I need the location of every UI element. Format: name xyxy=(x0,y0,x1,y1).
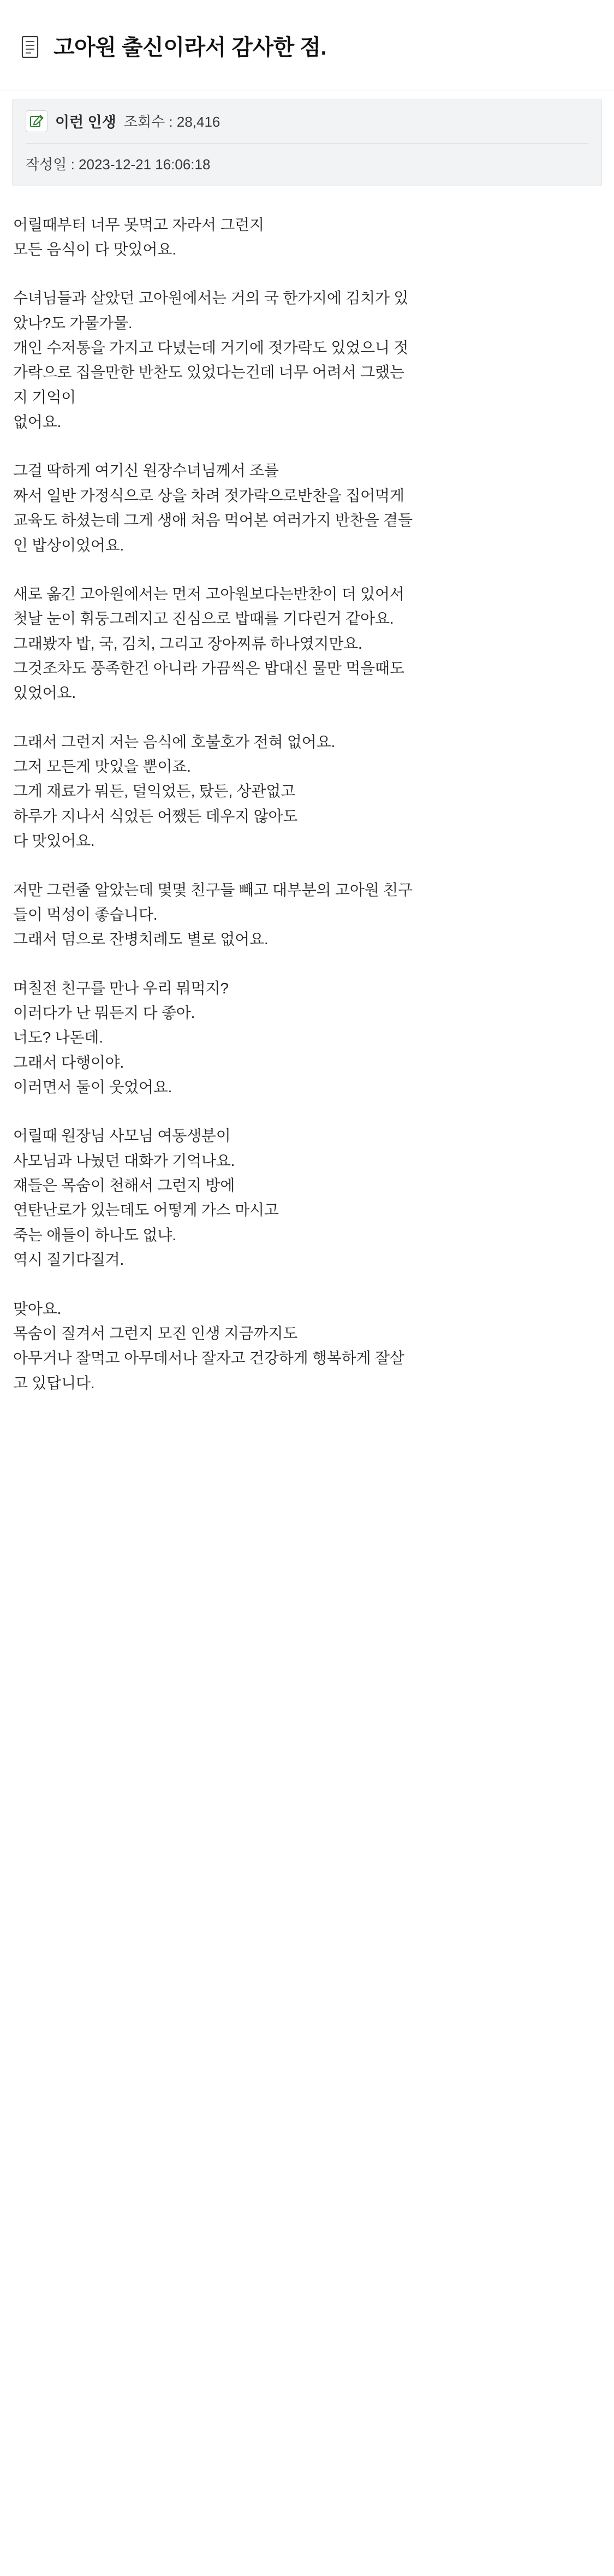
title-row xyxy=(0,0,614,91)
text-line: 첫날 눈이 휘둥그레지고 진심으로 밥때를 기다린거 같아요. xyxy=(13,610,394,627)
text-line: 저만 그런줄 알았는데 몇몇 친구들 빼고 대부분의 고아원 친구 xyxy=(13,881,413,898)
paragraph xyxy=(13,582,601,706)
text-line: 고 있답니다. xyxy=(13,1374,95,1391)
text-line: 가락으로 집을만한 반찬도 있었다는건데 너무 어려서 그랬는 xyxy=(13,364,404,381)
paragraph xyxy=(13,730,601,854)
paragraph xyxy=(13,878,601,952)
text-line: 사모님과 나눴던 대화가 기억나요. xyxy=(13,1152,235,1169)
text-line: 그래봤자 밥, 국, 김치, 그리고 장아찌류 하나였지만요. xyxy=(13,635,362,652)
text-line: 교육도 하셨는데 그게 생애 처음 먹어본 여러가지 반찬을 곁들 xyxy=(13,512,413,529)
text-line: 맞아요. xyxy=(13,1300,62,1317)
view-count: 조회수 : 28,416 xyxy=(123,114,220,131)
paragraph xyxy=(13,1296,601,1395)
text-line: 그걸 딱하게 여기신 원장수녀님께서 조를 xyxy=(13,462,279,479)
meta-box xyxy=(12,99,602,186)
text-line: 인 밥상이었어요. xyxy=(13,536,124,554)
text-line: 짜서 일반 가정식으로 상을 차려 젓가락으로반찬을 집어먹게 xyxy=(13,487,404,504)
text-line: 다 맛있어요. xyxy=(13,832,95,850)
text-line: 쟤들은 목숨이 천해서 그런지 방에 xyxy=(13,1177,235,1194)
text-line: 역시 질기다질겨. xyxy=(13,1251,124,1269)
paragraph xyxy=(13,976,601,1100)
text-line: 았나?도 가물가물. xyxy=(13,314,133,331)
page-title: 고아원 출신이라서 감사한 점. xyxy=(53,35,327,60)
text-line: 그래서 덤으로 잔병치례도 별로 없어요. xyxy=(13,931,269,948)
text-line: 새로 옮긴 고아원에서는 먼저 고아원보다는반찬이 더 있어서 xyxy=(13,585,404,602)
text-line: 죽는 애들이 하나도 없냐. xyxy=(13,1226,176,1243)
text-line: 며칠전 친구를 만나 우리 뭐먹지? xyxy=(13,979,229,997)
text-line: 목숨이 질겨서 그런지 모진 인생 지금까지도 xyxy=(13,1324,298,1342)
text-line: 그래서 그런지 저는 음식에 호불호가 전혀 없어요. xyxy=(13,733,336,750)
text-line: 그래서 다행이야. xyxy=(13,1053,124,1071)
text-line: 모든 음식이 다 맛있어요. xyxy=(13,240,176,258)
text-line: 지 기억이 xyxy=(13,388,76,406)
meta-divider xyxy=(26,143,588,144)
text-line: 어릴때부터 너무 못먹고 자라서 그런지 xyxy=(13,216,264,233)
paragraph xyxy=(13,286,601,434)
text-line: 그저 모든게 맛있을 뿐이죠. xyxy=(13,758,191,775)
meta-author-row xyxy=(26,110,588,132)
article-body xyxy=(0,186,614,1428)
text-line: 그게 재료가 뭐든, 덜익었든, 탔든, 상관없고 xyxy=(13,783,296,800)
pen-write-icon xyxy=(26,110,47,132)
document-icon xyxy=(19,35,44,60)
text-line: 연탄난로가 있는데도 어떻게 가스 마시고 xyxy=(13,1201,279,1219)
text-line: 수녀님들과 살았던 고아원에서는 거의 국 한가지에 김치가 있 xyxy=(13,289,409,307)
text-line: 하루가 지나서 식었든 어쨌든 데우지 않아도 xyxy=(13,807,298,825)
paragraph xyxy=(13,1123,601,1272)
text-line: 아무거나 잘먹고 아무데서나 잘자고 건강하게 행복하게 잘살 xyxy=(13,1349,404,1367)
paragraph xyxy=(13,458,601,557)
text-line: 없어요. xyxy=(13,413,62,431)
post-date: 작성일 : 2023-12-21 16:06:18 xyxy=(26,156,211,173)
text-line: 들이 먹성이 좋습니다. xyxy=(13,905,158,923)
text-line: 개인 수저통을 가지고 다녔는데 거기에 젓가락도 있었으니 젓 xyxy=(13,339,409,357)
text-line: 이러면서 둘이 웃었어요. xyxy=(13,1079,172,1096)
text-line: 너도? 나돈데. xyxy=(13,1029,103,1046)
text-line: 그것조차도 풍족한건 아니라 가끔씩은 밥대신 물만 먹을때도 xyxy=(13,659,404,677)
text-line: 있었어요. xyxy=(13,684,76,702)
paragraph xyxy=(13,212,601,262)
author-name: 이런 인생 xyxy=(55,114,116,131)
text-line: 어릴때 원장님 사모님 여동생분이 xyxy=(13,1127,231,1145)
text-line: 이러다가 난 뭐든지 다 좋아. xyxy=(13,1004,195,1021)
